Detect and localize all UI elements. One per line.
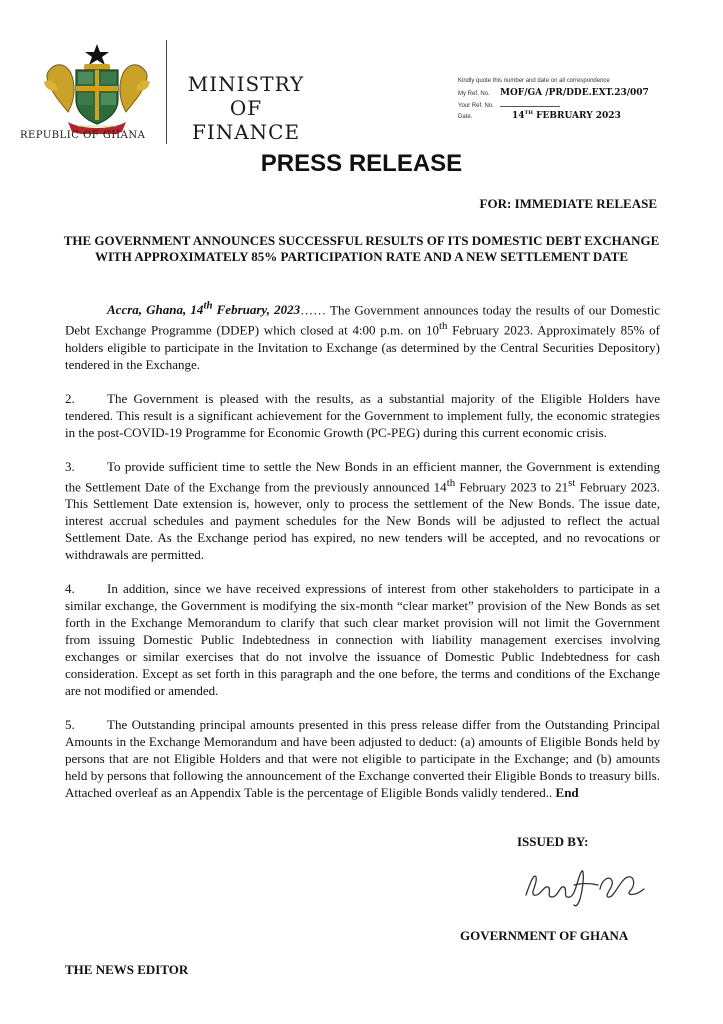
ghana-coat-of-arms-icon	[38, 42, 156, 134]
paragraph-3-text-a: To provide sufficient time to settle the New Bonds in an efficient manner, the Government is extending the Settlement Date of the Exchange from the previously announced 14	[65, 458, 660, 494]
reference-instruction: Kindly quote this number and date on all correspondence	[458, 78, 610, 84]
date-suffix: TH	[524, 110, 533, 116]
paragraph-number: 5.	[65, 716, 75, 732]
paragraph-number: 4.	[65, 580, 75, 596]
issued-by-label: ISSUED BY:	[517, 834, 589, 849]
paragraph-5-text: The Outstanding principal amounts presented in this press release differ from the Outstanding Principal Amounts in the Exchange Memorandum and have been adjusted to deduct: (a) amounts of Eligible Bonds held by persons that are not Eligible Holders and that were not eligible to participate in the Exchange; and (b) amounts held by persons that following the announcement of the Exchange converted their Eligible Bonds to treasury bills. Attached overleaf as an Appendix Table is the percentage of Eligible Bonds validly tendered..	[65, 716, 660, 800]
ministry-line-3: FINANCE	[191, 120, 301, 144]
paragraph-1-sup: th	[438, 320, 448, 333]
paragraph-number: 2.	[65, 390, 75, 406]
paragraph-2	[65, 390, 660, 441]
recipient-line: THE NEWS EDITOR	[65, 962, 189, 977]
release-tag: FOR: IMMEDIATE RELEASE	[479, 196, 657, 211]
paragraph-5	[65, 716, 660, 801]
dateline-sup: th	[203, 300, 213, 312]
dateline	[107, 302, 300, 317]
your-ref-blank-line	[500, 99, 560, 107]
date-label: Date.	[458, 114, 473, 120]
ministry-line-2: OF	[229, 96, 263, 120]
paragraph-3-text-c: February 2023. This Settlement Date extension is, however, only to process the settlement of the New Bonds. The issue date, interest accrual schedules and payment schedules for the New Bonds will be adjusted to reflect the actual Settlement Date. As the Exchange period has expired, no new tenders will be accepted, and no revocations or withdrawals are permitted.	[65, 478, 660, 562]
date-row	[458, 110, 698, 121]
paragraph-number: 3.	[65, 458, 75, 474]
paragraph-1-text-b: February 2023. Approximately 85% of holders eligible to participate in the Invitation to Exchange (as determined by the Central Securities Depository) tendered in the Exchange.	[65, 322, 661, 372]
end-marker: End	[555, 784, 579, 800]
your-ref-row	[458, 99, 698, 110]
your-ref-label: Your Ref. No.	[458, 103, 494, 109]
paragraph-3-text-b: February 2023 to 21	[455, 478, 569, 494]
ministry-line-1: MINISTRY	[187, 72, 305, 96]
date-day: 14	[512, 111, 525, 121]
paragraph-4-text: In addition, since we have received expressions of interest from other stakeholders to participate in a similar exchange, the Government is modifying the six-month “clear market” provision of the New Bonds as set forth in the Exchange Memorandum to clarify that such clear market provision will not limit the Government from issuing Domestic Public Indebtedness in connection with liability management exercises involving exchanges or similar exercises that do not involve the issuance of Domestic Public Indebtedness for cash consideration. Except as set forth in this paragraph and the one before, the terms and conditions of the Exchange are not modified or amended.	[65, 580, 660, 698]
press-release-heading: PRESS RELEASE	[260, 150, 463, 177]
my-ref-value: MOF/GA /PR/DDE.EXT.23/007	[500, 88, 649, 98]
paragraph-3	[65, 458, 660, 563]
my-ref-row	[458, 88, 698, 99]
issuer-name: GOVERNMENT OF GHANA	[460, 928, 629, 943]
my-ref-label: My Ref. No.	[458, 91, 490, 97]
paragraph-3-sup-1: th	[446, 476, 456, 489]
letterhead-divider	[166, 40, 167, 144]
paragraph-3-sup-2: st	[568, 476, 576, 489]
reference-box	[458, 78, 698, 121]
ministry-of-finance-wordmark	[176, 72, 316, 144]
paragraph-2-text: The Government is pleased with the results, as a substantial majority of the Eligible Holders have tendered. This result is a significant achievement for the Government to implement fully, the economic strategies in the post-COVID-19 Programme for Economic Growth (PC-PEG) during this current economic crisis.	[65, 390, 660, 440]
release-body	[65, 298, 660, 818]
dateline-part-a: Accra, Ghana, 14	[107, 302, 204, 318]
republic-of-ghana-label: REPUBLIC OF GHANA	[20, 130, 146, 141]
date-value	[512, 110, 621, 121]
paragraph-4	[65, 580, 660, 699]
letterhead	[18, 38, 708, 148]
paragraph-1-text-a: …… The Government announces today the results of our Domestic Debt Exchange Programme (DDEP) which closed at 4:00 p.m. on 10	[65, 302, 661, 338]
dateline-part-b: February, 2023	[212, 302, 301, 318]
signature-icon	[520, 855, 660, 910]
release-title: THE GOVERNMENT ANNOUNCES SUCCESSFUL RESULTS OF ITS DOMESTIC DEBT EXCHANGE WITH APPROXIMATELY 85% PARTICIPATION RATE AND A NEW SETTLEMENT DATE	[63, 233, 660, 264]
paragraph-1	[65, 298, 660, 373]
date-rest: FEBRUARY 2023	[536, 111, 621, 121]
